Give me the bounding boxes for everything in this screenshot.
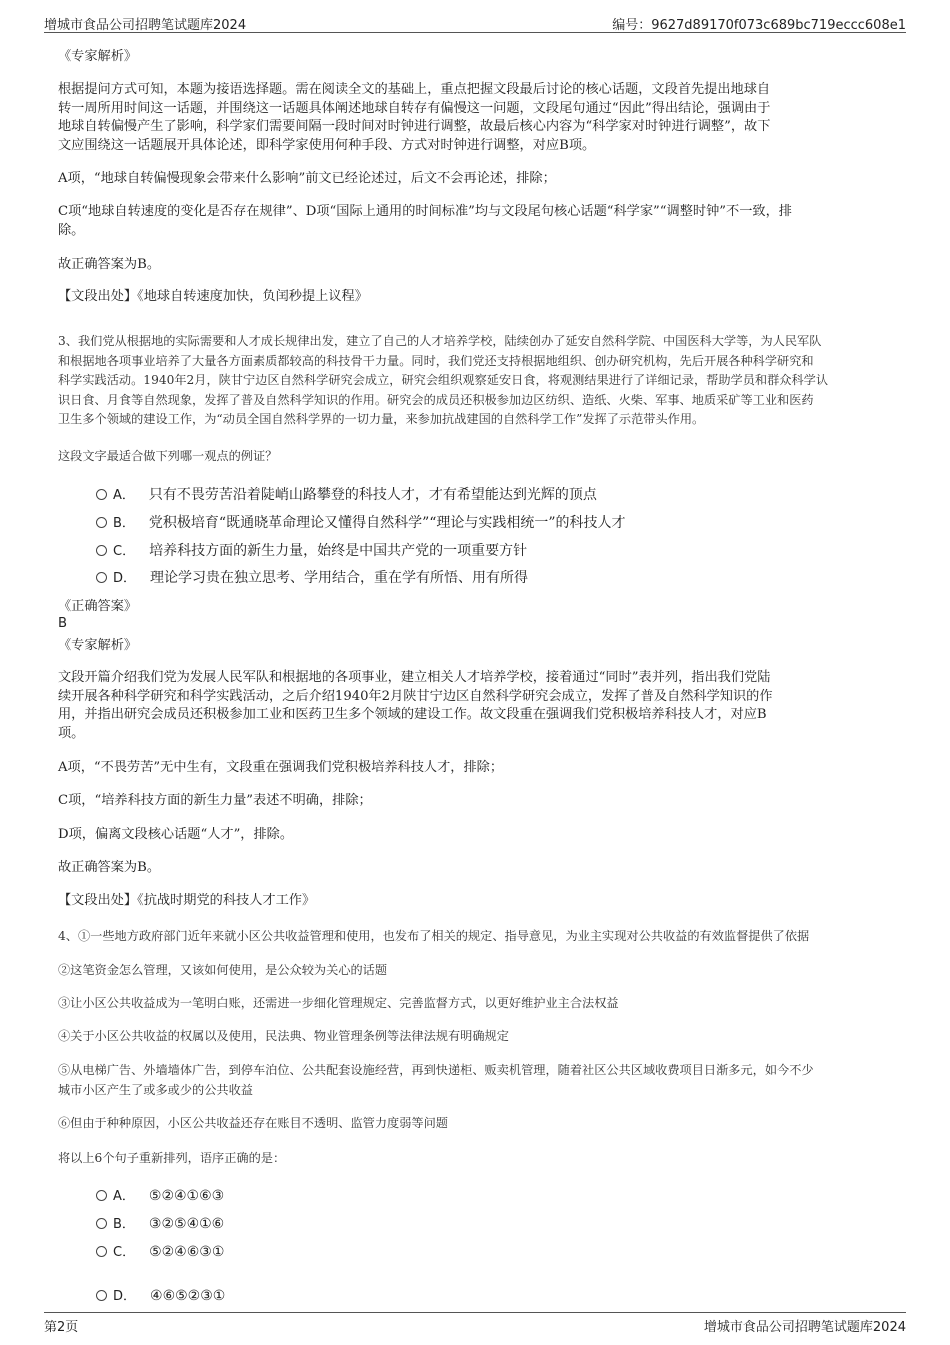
header-serial-number: 编号：9627d89170f073c689bc719eccc608e1 [612,18,906,33]
expert-analysis-title: 《专家解析》 [58,638,138,653]
radio-icon[interactable] [96,572,107,583]
stem-line: 和根据地各项事业培养了大量各方面素质都较高的科技骨干力量。同时，我们党还支持根据地组织、创办研究机构，先后开展各种科学研究和 [58,353,814,368]
analysis-line: 根据提问方式可知，本题为接语选择题。需在阅读全文的基础上，重点把握文段最后讨论的核心话题，文段首先提出地球自 [58,82,771,97]
conclusion: 故正确答案为B。 [58,257,161,272]
option-text: 理论学习贵在独立思考、学用结合，重在学有所悟、用有所得 [150,570,529,586]
option-note: A项，“不畏劳苦”无中生有，文段重在强调我们党积极培养科技人才，排除； [58,760,504,775]
answer-title: 《正确答案》 [58,599,138,614]
source: 【文段出处】《地球自转速度加快，负闰秒提上议程》 [58,289,368,304]
expert-analysis-title: 《专家解析》 [58,49,138,64]
q3-analysis [58,669,888,743]
analysis-line: 文应围绕这一话题展开具体论述，即科学家使用何种手段、方式对时钟进行调整，对应B项。 [58,137,596,153]
q4-sentence-5 [58,1061,888,1100]
q4-option-c[interactable] [96,1241,224,1260]
note-line: C项“地球自转速度的变化是否存在规律”、D项“国际上通用的时间标准”均与文段尾句核心话题“科学家”“调整时钟”不一致，排 [58,204,792,219]
page-footer [44,1312,906,1335]
analysis-line: 项。 [58,725,85,741]
q3-option-a[interactable] [96,484,597,504]
stem-line: 识日食、月食等自然现象，发挥了普及自然科学知识的作用。研究会的成员还积极参加边区纺织、造纸、火柴、军事、地质采矿等工业和医药 [58,392,814,407]
footer-title: 增城市食品公司招聘笔试题库2024 [703,1320,906,1335]
stem-line: 卫生多个领域的建设工作，为“动员全国自然科学界的一切力量，来参加抗战建国的自然科学工作”发挥了示范带头作用。 [58,412,705,426]
radio-icon[interactable] [96,1190,107,1201]
option-key: C． [113,1245,136,1260]
analysis-line: 文段开篇介绍我们党为发展人民军队和根据地的各项事业，建立相关人才培养学校，接着通过“同时”表并列，指出我们党陆 [58,670,771,685]
stem-line: 科学实践活动。1940年2月，陕甘宁边区自然科学研究会成立，研究会组织观察延安日食，将观测结果进行了详细记录，帮助学员和群众科学认 [58,373,829,387]
stem-line: 3、我们党从根据地的实际需要和人才成长规律出发，建立了自己的人才培养学校，陆续创办了延安自然科学院、中国医科大学等，为人民军队 [58,334,822,348]
sentence-line: ⑤从电梯广告、外墙墙体广告，到停车泊位、公共配套设施经营，再到快递柜、贩卖机管理，随着社区公共区域收费项目日渐多元，如今不少 [58,1063,814,1077]
q3-option-c[interactable] [96,540,527,560]
option-key: A． [113,1189,135,1204]
option-text: ⑤②④⑥③① [149,1244,225,1260]
option-key: B． [113,1217,135,1232]
radio-icon[interactable] [96,489,107,500]
option-text: 培养科技方面的新生力量，始终是中国共产党的一项重要方针 [149,543,528,559]
q4-sentence-4: ④关于小区公共收益的权属以及使用，民法典、物业管理条例等法律法规有明确规定 [58,1029,509,1043]
q3-question: 这段文字最适合做下列哪一观点的例证？ [58,449,278,463]
option-key: D． [113,1289,137,1304]
option-key: C． [113,544,136,559]
q4-sentence-6: ⑥但由于种种原因，小区公共收益还存在账目不透明、监管力度弱等问题 [58,1116,448,1130]
analysis-line: 续开展各种科学研究和科学实践活动，之后介绍1940年2月陕甘宁边区自然科学研究会成立，发挥了普及自然科学知识的作 [58,688,773,704]
radio-icon[interactable] [96,545,107,556]
q4-sentence-2: ②这笔资金怎么管理，又该如何使用，是公众较为关心的话题 [58,963,388,977]
note-line: 除。 [58,222,85,238]
source: 【文段出处】《抗战时期党的科技人才工作》 [58,893,316,908]
q4-option-d[interactable] [96,1285,225,1304]
option-a-note: A项，“地球自转偏慢现象会带来什么影响”前文已经论述过，后文不会再论述，排除； [58,171,556,186]
conclusion: 故正确答案为B。 [58,860,161,875]
q4-sentence-3: ③让小区公共收益成为一笔明白账，还需进一步细化管理规定、完善监督方式，以更好维护业主合法权益 [58,996,619,1010]
option-text: ④⑥⑤②③① [150,1288,226,1304]
option-note: D项，偏离文段核心话题“人才”，排除。 [58,827,294,842]
option-key: D． [113,571,137,586]
option-text: ⑤②④①⑥③ [148,1188,225,1204]
answer-value: B [58,616,68,631]
q3-stem [58,332,888,430]
radio-icon[interactable] [96,1246,107,1257]
q4-sentence-1: 4、①一些地方政府部门近年来就小区公共收益管理和使用，也发布了相关的规定、指导意见，为业主实现对公共收益的有效监督提供了依据 [58,929,810,943]
option-key: B． [113,516,135,531]
radio-icon[interactable] [96,1290,107,1301]
page-number: 第2页 [44,1320,79,1335]
radio-icon[interactable] [96,517,107,528]
radio-icon[interactable] [96,1218,107,1229]
q2-analysis [58,81,888,155]
option-key: A． [113,488,135,503]
q4-option-b[interactable] [96,1213,224,1232]
analysis-line: 地球自转偏慢产生了影响，科学家们需要间隔一段时间对时钟进行调整，故最后核心内容为“科学家对时钟进行调整”，故下 [58,119,771,134]
q4-question: 将以上6个句子重新排列，语序正确的是： [58,1151,286,1165]
option-text: ③②⑤④①⑥ [148,1216,225,1232]
option-text: 只有不畏劳苦沿着陡峭山路攀登的科技人才，才有希望能达到光辉的顶点 [148,487,597,503]
analysis-line: 用，并指出研究会成员还积极参加工业和医药卫生多个领域的建设工作。故文段重在强调我们党积极培养科技人才，对应B [58,707,767,722]
q3-option-b[interactable] [96,512,626,532]
header-title: 增城市食品公司招聘笔试题库2024 [44,18,247,33]
option-note: C项，“培养科技方面的新生力量”表述不明确，排除； [58,793,372,808]
analysis-line: 转一周所用时间这一话题，并围绕这一话题具体阐述地球自转存有偏慢这一问题，文段尾句通过“因此”得出结论，强调由于 [58,100,771,116]
sentence-line: 城市小区产生了或多或少的公共收益 [58,1082,253,1097]
q4-option-a[interactable] [96,1185,224,1204]
option-text: 党积极培育“既通晓革命理论又懂得自然科学”“理论与实践相统一”的科技人才 [148,515,626,531]
option-cd-note [58,203,888,240]
page-header [44,10,906,33]
q3-option-d[interactable] [96,567,528,587]
